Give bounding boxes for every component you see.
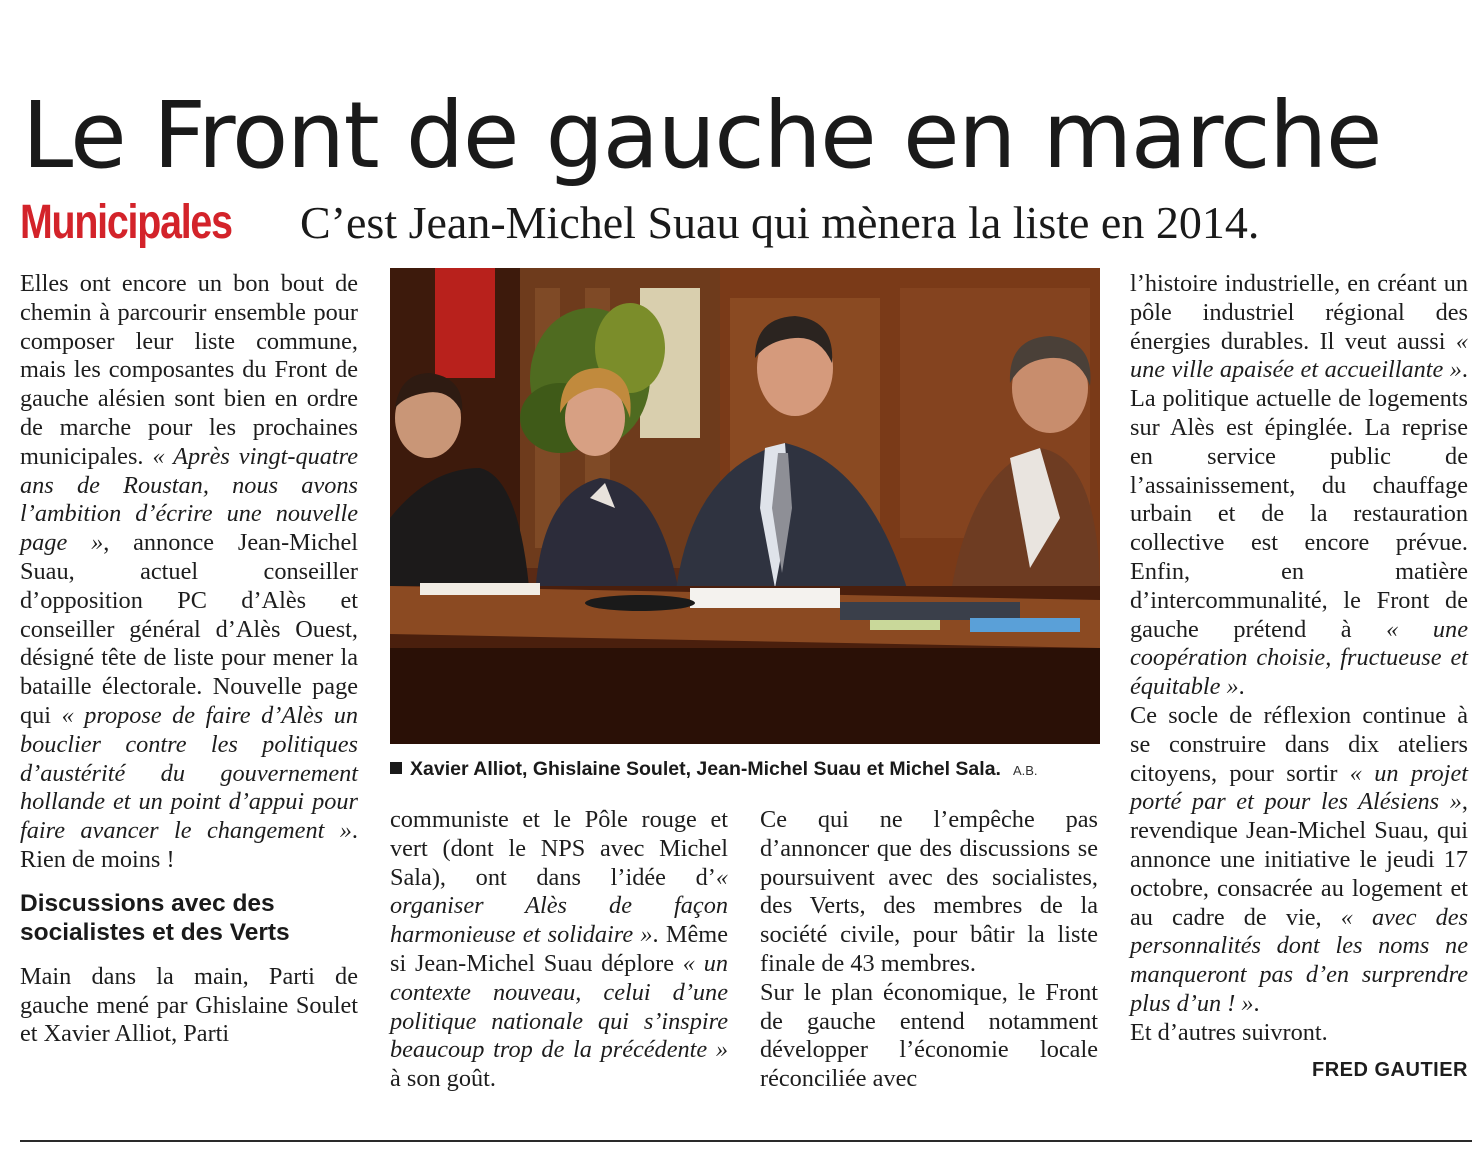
paragraph: Et d’autres suivront.	[1130, 1018, 1328, 1046]
quote: « une ville apaisée et accueillante »	[1130, 327, 1468, 384]
quote: « un projet porté par et pour les Alésiens »	[1130, 759, 1468, 816]
photo-caption: Xavier Alliot, Ghislaine Soulet, Jean-Michel Suau et Michel Sala. A.B.	[390, 756, 1100, 784]
paragraph: Sur le plan économique, le Front de gauche entend notamment développer l’économie locale réconciliée avec	[760, 978, 1098, 1093]
quote: « propose de faire d’Alès un bouclier contre les politiques d’austérité du gouvernement hollande et un point d’appui pour faire avancer le changement »	[20, 701, 358, 845]
paragraph: l’histoire industrielle, en créant un pôle industriel régional des énergies durables. Il veut aussi « une ville apaisée et accueillante ». La politique actuelle de logements sur Alès est épinglée. La reprise en service public de l’assainissement, du chauffage urbain et de la restauration collective est encore prévue. Enfin, en matière d’intercommunalité, le Front de gauche prétend à « une coopération choisie, fructueuse et équitable ».	[1130, 270, 1468, 701]
bottom-rule	[20, 1140, 1472, 1142]
kicker-municipales: Municipales	[20, 196, 232, 249]
byline: FRED GAUTIER	[1312, 1058, 1468, 1081]
quote: « avec des personnalités dont les noms ne manqueront pas d’en surprendre plus d’un ! »	[1130, 903, 1469, 1017]
article-column-1	[20, 270, 358, 1049]
quote: « une coopération choisie, fructueuse et équitable »	[1130, 615, 1468, 701]
press-photo	[390, 268, 1100, 744]
quote: « Après vingt-quatre ans de Roustan, nous avons l’ambition d’écrire une nouvelle page »	[20, 442, 358, 557]
caption-bullet	[390, 762, 402, 774]
paragraph: Ce qui ne l’empêche pas d’annoncer que des discussions se poursuivent avec des socialistes, des Verts, des membres de la société civile, pour bâtir la liste finale de 43 membres.	[760, 806, 1098, 977]
article-column-4	[1130, 270, 1468, 1084]
paragraph: Main dans la main, Parti de gauche mené par Ghislaine Soulet et Xavier Alliot, Parti	[20, 962, 358, 1048]
headline: Le Front de gauche en marche	[22, 82, 1381, 189]
paragraph: Elles ont encore un bon bout de chemin à parcourir ensemble pour composer leur liste commune, mais les composantes du Front de gauche alésien sont bien en ordre de marche pour les prochaines municipales. « Après vingt-quatre ans de Roustan, nous avons l’ambition d’écrire une nouvelle page », annonce Jean-Michel Suau, actuel conseiller d’opposition PC d’Alès et conseiller général d’Alès Ouest, désigné tête de liste pour mener la bataille électorale. Nouvelle page qui « propose de faire d’Alès un bouclier contre les politiques d’austérité du gouvernement hollande et un point d’appui pour faire avancer le changement ». Rien de moins !	[20, 270, 358, 873]
kicker-row	[20, 192, 278, 254]
quote: « un contexte nouveau, celui d’une politique nationale qui s’inspire beaucoup trop de la précédente »	[390, 949, 728, 1064]
section-subtitle: Discussions avec des socialistes et des Verts	[20, 889, 290, 946]
subheadline: C’est Jean-Michel Suau qui mènera la liste en 2014.	[300, 197, 1260, 248]
quote: « organiser Alès de façon harmonieuse et solidaire »	[390, 863, 728, 949]
article-column-3	[760, 806, 1098, 1094]
article-column-2	[390, 806, 728, 1094]
photo-credit: A.B.	[1012, 763, 1038, 778]
paragraph: communiste et le Pôle rouge et vert (dont le NPS avec Michel Sala), ont dans l’idée d’« organiser Alès de façon harmonieuse et solidaire ». Même si Jean-Michel Suau déplore « un contexte nouveau, celui d’une politique nationale qui s’inspire beaucoup trop de la précédente » à son goût.	[390, 806, 728, 1093]
paragraph: Ce socle de réflexion continue à se construire dans dix ateliers citoyens, pour sortir « un projet porté par et pour les Alésiens », revendique Jean-Michel Suau, qui annonce une initiative le jeudi 17 octobre, consacrée au logement et au cadre de vie, « avec des personnalités dont les noms ne manqueront pas d’en surprendre plus d’un ! ».	[1130, 701, 1469, 1017]
